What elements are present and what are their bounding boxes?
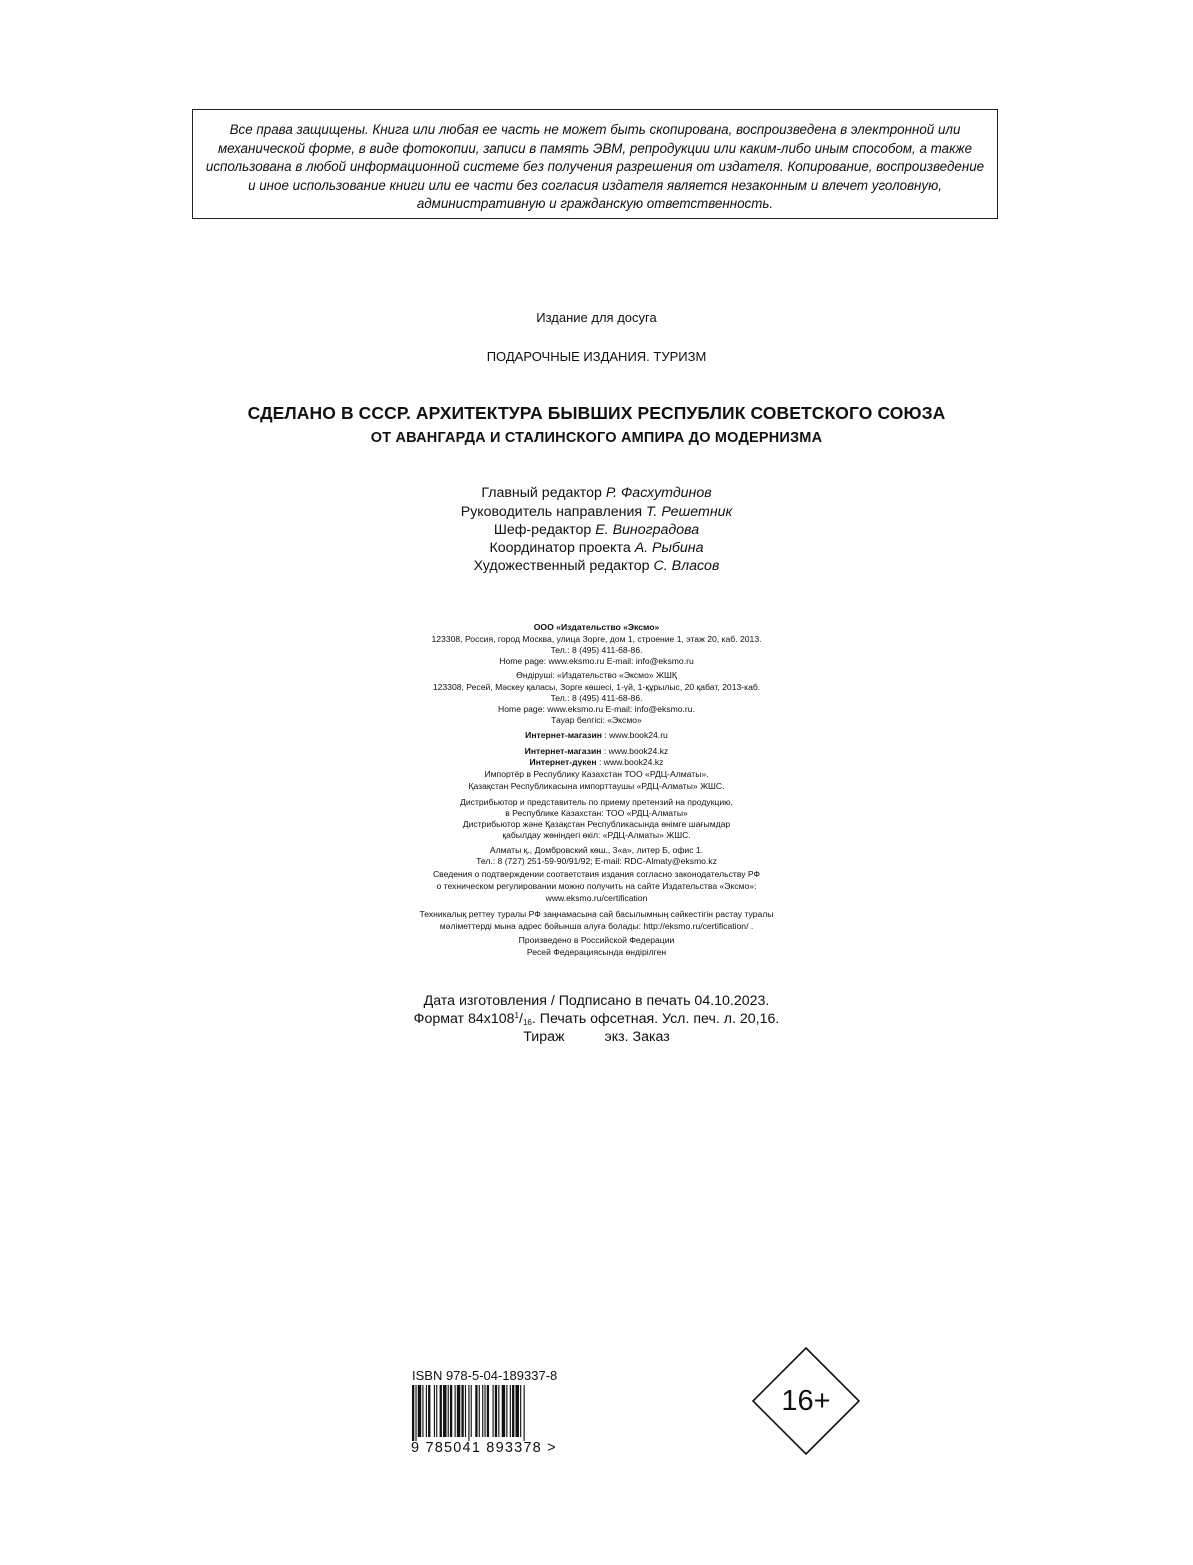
- importer-ru: Импортёр в Республику Казахстан ТОО «РДЦ-Алматы».: [484, 769, 709, 779]
- online-shop-kz-2: Интернет-дүкен : www.book24.kz: [529, 757, 664, 767]
- credit-role: Руководитель направления: [460, 504, 643, 520]
- barcode-bar: [512, 1385, 514, 1437]
- publisher-name: ООО «Издательство «Эксмо»: [533, 622, 660, 632]
- certification-kz-2: мәліметтерді мына адрес бойынша алуға болады: http://eksmo.ru/certification/ .: [439, 921, 754, 931]
- credit-role: Главный редактор: [481, 485, 602, 501]
- made-in-kz: Ресей Федерациясында өндірілген: [526, 947, 667, 957]
- distributor-line-1: Дистрибьютор и представитель по приему претензий на продукцию,: [460, 797, 733, 807]
- edition-type: Издание для досуга: [536, 310, 657, 325]
- book-title: СДЕЛАНО В СССР. АРХИТЕКТУРА БЫВШИХ РЕСПУБЛИК СОВЕТСКОГО СОЮЗА: [247, 403, 946, 423]
- book-subtitle: ОТ АВАНГАРДА И СТАЛИНСКОГО АМПИРА ДО МОДЕРНИЗМА: [370, 430, 823, 446]
- almaty-phone: Тел.: 8 (727) 251-59-90/91/92; E-mail: RDC-Almaty@eksmo.kz: [476, 856, 717, 866]
- publisher-address: 123308, Россия, город Москва, улица Зорге, дом 1, строение 1, этаж 20, каб. 2013.: [431, 634, 762, 644]
- distributor-line-2: в Республике Казахстан: ТОО «РДЦ-Алматы»: [505, 808, 688, 818]
- credit-line: [0, 485, 1193, 501]
- publisher-kz-web: Home page: www.eksmo.ru E-mail: info@eksmo.ru.: [498, 704, 695, 714]
- publisher-kz-name: Өндіруші: «Издательство «Эксмо» ЖШҚ: [516, 670, 677, 680]
- age-rating-badge: [751, 1346, 861, 1456]
- barcode-bar: [479, 1385, 480, 1437]
- credit-role: Художественный редактор: [473, 558, 650, 574]
- certification-kz-1: Техникалық реттеу туралы РФ заңнамасына сай басылымның сәйкестігін растау туралы: [419, 909, 774, 919]
- series-title: ПОДАРОЧНЫЕ ИЗДАНИЯ. ТУРИЗМ: [486, 349, 707, 364]
- barcode-bar: [524, 1385, 525, 1441]
- print-run: Тираж экз. Заказ: [523, 1029, 670, 1045]
- barcode-bar: [482, 1385, 483, 1437]
- distributor-kz-line-2: қабылдау жөніндегі өкіл: «РДЦ-Алматы» ЖШС.: [502, 830, 691, 840]
- credit-role: Координатор проекта: [489, 540, 631, 556]
- almaty-address: Алматы қ., Домбровский көш., 3«а», литер Б, офис 1.: [489, 845, 704, 855]
- barcode-bar: [415, 1385, 416, 1441]
- certification-ru-1: Сведения о подтверждении соответствия издания согласно законодательству РФ: [432, 869, 761, 879]
- online-shop-kz: Интернет-магазин : www.book24.kz: [524, 746, 669, 756]
- barcode-bar: [461, 1385, 463, 1437]
- barcode-bar: [520, 1385, 521, 1437]
- barcode-bar: [495, 1385, 497, 1437]
- isbn-label: ISBN 978-5-04-189337-8: [412, 1368, 558, 1383]
- publisher-kz-address: 123308, Ресей, Мәскеу қаласы, Зорге көшесі, 1-үй, 1-құрылыс, 20 қабат, 2013-каб.: [432, 682, 761, 692]
- publisher-web: Home page: www.eksmo.ru E-mail: info@eksmo.ru: [499, 656, 694, 666]
- barcode-bar: [487, 1385, 489, 1437]
- print-format: Формат $84x108^1/_{16}$. Печать офсетная. Усл. печ. л. 20,16.: [413, 1011, 780, 1027]
- barcode-bar: [471, 1385, 472, 1437]
- barcode-bar: [450, 1385, 452, 1437]
- barcode-bar: [502, 1385, 505, 1437]
- barcode-bar: [457, 1385, 460, 1437]
- barcode-bar: [475, 1385, 477, 1437]
- barcode-bar: [510, 1385, 511, 1437]
- certification-ru-3: www.eksmo.ru/certification: [545, 893, 648, 903]
- barcode-bar: [468, 1385, 469, 1441]
- credit-name: Е. Виноградова: [595, 522, 700, 538]
- barcode-bar: [506, 1385, 507, 1437]
- barcode-bar: [428, 1385, 430, 1437]
- publisher-phone: Тел.: 8 (495) 411-68-86.: [550, 645, 643, 655]
- credit-line: [0, 558, 1193, 574]
- credit-line: [0, 522, 1193, 538]
- barcode-bar: [440, 1385, 442, 1437]
- made-in-ru: Произведено в Российской Федерации: [518, 935, 675, 945]
- rights-notice-text: Все права защищены. Книга или любая ее часть не может быть скопирована, воспроизведена в электронной или механической форме, в виде фотокопии, записи в память ЭВМ, репродукции или каким-либо иным способом, а также использована в любой информационной системе без получения разрешения от издателя. Копирование, воспроизведение и иное использование книги или ее части без согласия издателя является незаконным и влечет уголовную, административную и гражданскую ответственность.: [205, 122, 985, 212]
- barcode-bar: [448, 1385, 449, 1437]
- credit-name: А. Рыбина: [634, 540, 704, 556]
- certification-ru-2: о техническом регулировании можно получить на сайте Издательства «Эксмо»:: [436, 881, 757, 891]
- importer-kz: Қазақстан Республикасына импорттаушы «РДЦ-Алматы» ЖШС.: [468, 781, 725, 791]
- print-date: Дата изготовления / Подписано в печать 04.10.2023.: [423, 993, 770, 1009]
- barcode-bar: [455, 1385, 456, 1437]
- barcode-bar: [436, 1385, 437, 1437]
- barcode-bar: [434, 1385, 435, 1437]
- distributor-kz-line-1: Дистрибьютор және Қазақстан Республикасында өнімге шағымдар: [462, 819, 731, 829]
- barcode-digits: 9 785041 893378 >: [411, 1440, 557, 1456]
- credit-name: С. Власов: [653, 558, 720, 574]
- rights-notice-box: [192, 109, 998, 219]
- barcode-bar: [484, 1385, 485, 1437]
- age-rating-text: 16+: [781, 1385, 831, 1417]
- barcode-bar: [426, 1385, 427, 1437]
- credit-line: [0, 504, 1193, 520]
- barcode-bar: [412, 1385, 414, 1441]
- barcode-bar: [493, 1385, 494, 1437]
- barcode-bar: [516, 1385, 519, 1437]
- barcode-bar: [418, 1385, 421, 1437]
- barcode-bar: [422, 1385, 423, 1437]
- publisher-kz-brand: Тауар белгісі: «Эксмо»: [551, 715, 642, 725]
- credit-name: Р. Фасхутдинов: [605, 485, 712, 501]
- isbn-barcode: [410, 1385, 560, 1441]
- barcode-bar: [443, 1385, 446, 1437]
- credit-name: Т. Решетник: [646, 504, 733, 520]
- barcode-bar: [465, 1385, 466, 1437]
- barcode-bar: [498, 1385, 499, 1437]
- credit-line: [0, 540, 1193, 556]
- publisher-kz-phone: Тел.: 8 (495) 411-68-86.: [550, 693, 643, 703]
- credit-role: Шеф-редактор: [493, 522, 592, 538]
- online-shop-ru: Интернет-магазин : www.book24.ru: [525, 730, 668, 740]
